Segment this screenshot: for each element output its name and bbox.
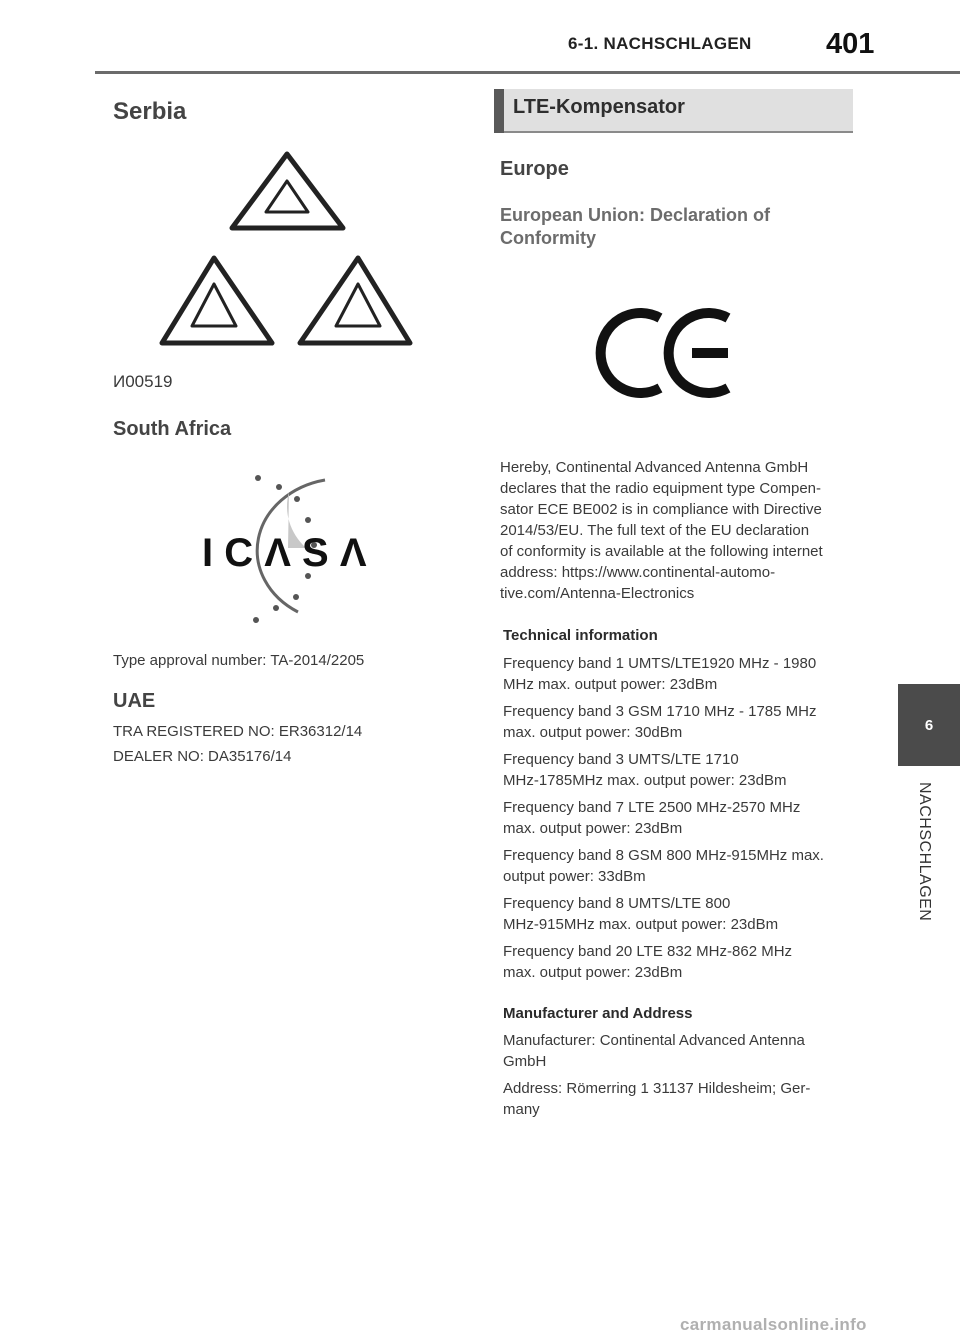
tech-item [503,653,863,695]
tech-item-line: max. output power: 23dBm [503,964,683,981]
declaration-line: address: https://www.continental-automo- [500,564,776,581]
tech-item-line: max. output power: 30dBm [503,724,683,741]
technical-information-heading: Technical information [503,627,658,644]
type-approval-number: Type approval number: TA-2014/2205 [113,652,365,669]
tech-item-line: Frequency band 20 LTE 832 MHz-862 MHz [503,943,793,960]
tech-item-line: max. output power: 23dBm [503,820,683,837]
manufacturer-line: Manufacturer: Continental Advanced Antenna [503,1032,805,1049]
declaration-line: of conformity is available at the following internet [500,543,823,560]
serbia-code: И00519 [113,372,173,391]
ce-mark-icon [0,0,960,420]
south-africa-heading: South Africa [113,418,232,440]
declaration-line: tive.com/Antenna-Electronics [500,585,695,602]
tech-item-line: Frequency band 8 GSM 800 MHz-915MHz max. [503,847,824,864]
tech-item-line: MHz-915MHz max. output power: 23dBm [503,916,779,933]
uae-dealer-number: DEALER NO: DA35176/14 [113,748,292,765]
eu-declaration-heading: European Union: Declaration of Conformity [500,205,771,248]
address-text [503,1078,863,1120]
tech-item [503,845,863,887]
tech-item-line: output power: 33dBm [503,868,646,885]
tech-item-line: MHz max. output power: 23dBm [503,676,718,693]
declaration-line: declares that the radio equipment type Compen- [500,480,822,497]
tech-item-line: Frequency band 3 UMTS/LTE 1710 [503,751,739,768]
uae-heading: UAE [113,690,156,712]
chapter-number: 6 [924,716,934,734]
address-line: many [503,1101,540,1118]
address-line: Address: Römerring 1 31137 Hildesheim; Ger- [503,1080,811,1097]
declaration-line: sator ECE BE002 is in compliance with Directive [500,501,822,518]
section-title: 6-1. NACHSCHLAGEN [568,34,752,53]
manufacturer-heading: Manufacturer and Address [503,1005,693,1022]
page-number: 401 [826,28,875,60]
tech-item-line: Frequency band 3 GSM 1710 MHz - 1785 MHz [503,703,817,720]
tech-item [503,749,863,791]
chapter-label: NACHSCHLAGEN [916,782,933,922]
tech-item-line: Frequency band 7 LTE 2500 MHz-2570 MHz [503,799,801,816]
tech-item [503,797,863,839]
icasa-logo-text: I C Λ S Λ [202,531,367,575]
banner-title: LTE-Kompensator [513,96,685,118]
tech-item-line: Frequency band 8 UMTS/LTE 800 [503,895,731,912]
tech-item-line: Frequency band 1 UMTS/LTE1920 MHz - 1980 [503,655,817,672]
declaration-line: 2014/53/EU. The full text of the EU declaration [500,522,810,539]
tech-item [503,701,863,743]
watermark[interactable]: carmanualsonline.info [680,1315,867,1334]
tech-item [503,941,863,983]
manufacturer-text [503,1030,863,1072]
europe-heading: Europe [500,158,569,180]
tech-item [503,893,863,935]
serbia-heading: Serbia [113,98,187,125]
tech-item-line: MHz-1785MHz max. output power: 23dBm [503,772,787,789]
manufacturer-line: GmbH [503,1053,547,1070]
declaration-line: Hereby, Continental Advanced Antenna GmbH [500,459,809,476]
declaration-text [500,457,860,604]
uae-tra-number: TRA REGISTERED NO: ER36312/14 [113,723,363,740]
